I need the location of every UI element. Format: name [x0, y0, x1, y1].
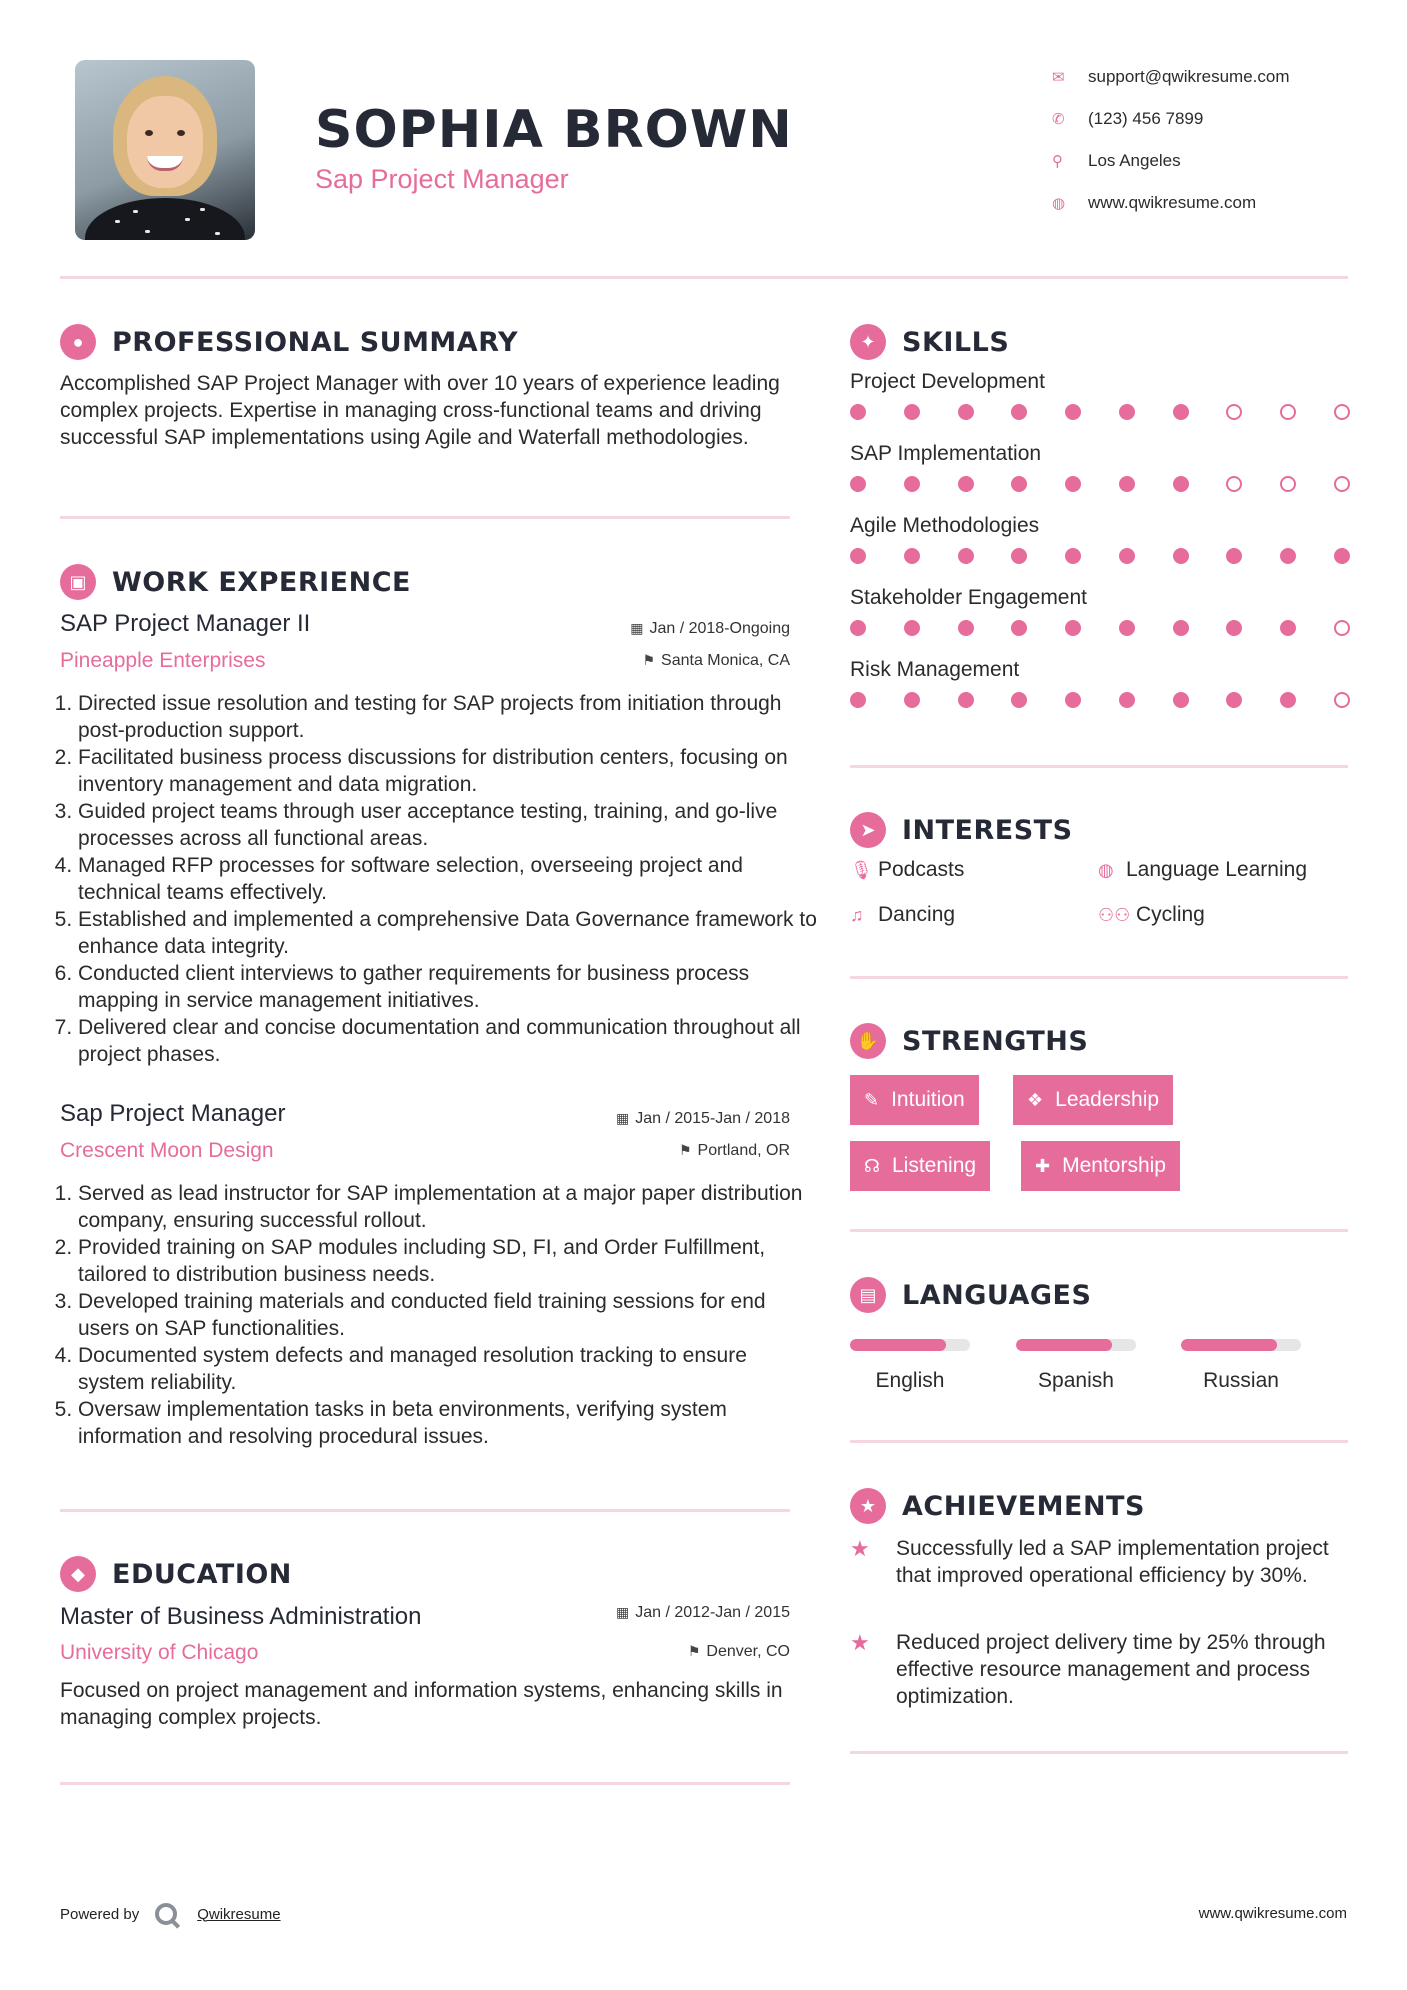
interest-label: Cycling [1136, 903, 1205, 926]
rating-dot-empty [1334, 404, 1350, 420]
list-item: 3. Developed training materials and conducted field training sessions for end users on SAP functionalities. [78, 1288, 818, 1342]
job-2-duties [60, 1180, 818, 1450]
interest-cycling [1098, 903, 1205, 927]
rating-dot-filled [904, 476, 920, 492]
rating-dot-filled [1065, 476, 1081, 492]
calendar-icon: ▦ [615, 1604, 630, 1620]
job-2-title: Sap Project Manager [60, 1100, 286, 1127]
language-level-bar [1181, 1339, 1301, 1351]
skill-name: Project Development [850, 370, 1045, 393]
rating-dot-empty [1226, 476, 1242, 492]
calendar-icon: ▦ [630, 620, 644, 636]
interest-language-learning [1098, 858, 1307, 882]
skill-rating [850, 620, 1350, 636]
star-icon: ★ [850, 1630, 870, 1655]
translate-icon: ▤ [850, 1277, 886, 1313]
language-spanish [1016, 1339, 1136, 1393]
rating-dot-filled [904, 692, 920, 708]
strength-mentorship [1021, 1141, 1180, 1191]
skill-item [850, 370, 1350, 420]
star-icon: ★ [850, 1536, 870, 1561]
job-1-dates [630, 620, 790, 638]
education-dates-text: Jan / 2012-Jan / 2015 [635, 1604, 790, 1621]
pushpin-icon: ⚑ [687, 1643, 701, 1659]
list-item: 5. Oversaw implementation tasks in beta environments, verifying system information and resolving procedural issues. [78, 1396, 818, 1450]
strength-label: Intuition [891, 1088, 965, 1111]
skill-item [850, 658, 1350, 708]
contact-location-text: Los Angeles [1088, 151, 1181, 170]
contact-list [1052, 56, 1290, 224]
languages-divider [850, 1440, 1348, 1443]
summary-title: PROFESSIONAL SUMMARY [112, 326, 519, 358]
job-1-company: Pineapple Enterprises [60, 649, 266, 672]
briefcase-icon: ▣ [60, 564, 96, 600]
skill-item [850, 514, 1350, 564]
achievements-divider [850, 1751, 1348, 1754]
interest-podcasts [850, 858, 964, 882]
rating-dot-filled [850, 476, 866, 492]
education-degree: Master of Business Administration [60, 1603, 422, 1630]
rating-dot-filled [1011, 692, 1027, 708]
skill-rating [850, 548, 1350, 564]
contact-email [1052, 56, 1290, 98]
rating-dot-filled [850, 692, 866, 708]
rating-dot-filled [1280, 548, 1296, 564]
strengths-divider [850, 1229, 1348, 1232]
candidate-role: Sap Project Manager [315, 164, 569, 194]
paper-plane-icon: ➤ [850, 812, 886, 848]
job-2-dates-text: Jan / 2015-Jan / 2018 [635, 1110, 790, 1127]
graduate-icon: ◆ [60, 1556, 96, 1592]
language-name: English [875, 1369, 945, 1392]
summary-heading [60, 324, 518, 360]
rating-dot-filled [1065, 620, 1081, 636]
skill-item [850, 586, 1350, 636]
rating-dot-filled [1173, 620, 1189, 636]
pushpin-icon: ⚑ [678, 1142, 692, 1158]
skill-rating [850, 404, 1350, 420]
list-item: 2. Provided training on SAP modules including SD, FI, and Order Fulfillment, tailored to distribution business needs. [78, 1234, 818, 1288]
rating-dot-filled [1011, 404, 1027, 420]
achievement-text: Successfully led a SAP implementation project that improved operational efficiency by 30%. [896, 1537, 1329, 1587]
skill-rating [850, 692, 1350, 708]
achievement-1 [850, 1535, 1348, 1589]
skills-list [850, 370, 1350, 708]
job-2-dates [616, 1110, 790, 1128]
interest-label: Dancing [878, 903, 956, 926]
rating-dot-filled [1011, 476, 1027, 492]
rating-dot-filled [904, 548, 920, 564]
rating-dot-filled [1011, 548, 1027, 564]
footer-powered-by [60, 1903, 281, 1925]
lightbulb-icon: ✦ [850, 324, 886, 360]
music-note-icon: ♫ [850, 904, 864, 925]
rating-dot-filled [1280, 692, 1296, 708]
rating-dot-filled [1173, 476, 1189, 492]
rating-dot-filled [1065, 692, 1081, 708]
rating-dot-filled [1226, 692, 1242, 708]
rating-dot-filled [904, 620, 920, 636]
languages-heading [850, 1277, 1091, 1313]
rating-dot-filled [1065, 404, 1081, 420]
contact-website [1052, 182, 1290, 224]
qwikresume-logo-icon [155, 1903, 177, 1925]
rating-dot-filled [850, 620, 866, 636]
powered-by-text: Powered by [60, 1905, 140, 1923]
rating-dot-filled [850, 404, 866, 420]
job-1-location [642, 652, 790, 670]
achievements-title: ACHIEVEMENTS [902, 1490, 1145, 1522]
strength-label: Leadership [1055, 1088, 1160, 1111]
star-badge-icon: ★ [850, 1488, 886, 1524]
bicycle-icon: ⚇⚇ [1098, 904, 1131, 925]
education-location [688, 1643, 790, 1661]
achievement-2 [850, 1629, 1348, 1710]
work-title: WORK EXPERIENCE [112, 566, 411, 598]
list-item: 1. Directed issue resolution and testing for SAP projects from initiation through post-production support. [78, 690, 818, 744]
interest-label: Podcasts [878, 858, 965, 881]
strength-label: Listening [892, 1154, 977, 1177]
hand-icon: ✋ [850, 1023, 886, 1059]
skills-divider [850, 765, 1348, 768]
rating-dot-filled [1119, 620, 1135, 636]
qwikresume-link[interactable]: Qwikresume [197, 1905, 281, 1923]
rating-dot-filled [1119, 404, 1135, 420]
list-item: 4. Documented system defects and managed resolution tracking to ensure system reliability. [78, 1342, 818, 1396]
location-pin-icon: ⚲ [1052, 153, 1063, 170]
user-icon: ● [60, 324, 96, 360]
work-heading [60, 564, 411, 600]
rating-dot-filled [958, 620, 974, 636]
skill-item [850, 442, 1350, 492]
mail-icon: ✉ [1052, 69, 1065, 86]
rating-dot-filled [958, 476, 974, 492]
interest-dancing [850, 903, 955, 927]
headphones-icon: ☊ [864, 1155, 880, 1176]
job-1-duties [60, 690, 818, 1068]
education-divider [60, 1782, 790, 1785]
skill-name: Agile Methodologies [850, 514, 1040, 537]
rating-dot-filled [1065, 548, 1081, 564]
rating-dot-filled [1173, 548, 1189, 564]
language-level-bar [850, 1339, 970, 1351]
rating-dot-empty [1280, 476, 1296, 492]
rating-dot-filled [850, 548, 866, 564]
job-2-location [679, 1142, 790, 1160]
rating-dot-empty [1226, 404, 1242, 420]
education-heading [60, 1556, 292, 1592]
contact-phone-text: (123) 456 7899 [1088, 109, 1204, 128]
rating-dot-filled [1011, 620, 1027, 636]
rating-dot-filled [1226, 620, 1242, 636]
rating-dot-filled [1226, 548, 1242, 564]
language-name: Russian [1203, 1369, 1279, 1392]
interests-divider [850, 976, 1348, 979]
skills-heading [850, 324, 1009, 360]
strengths-heading [850, 1023, 1088, 1059]
language-level-fill [850, 1339, 946, 1351]
rating-dot-filled [1119, 692, 1135, 708]
header-divider [60, 276, 1348, 279]
group-icon: ❖ [1027, 1089, 1044, 1110]
work-divider [60, 1509, 790, 1512]
globe-icon: ◍ [1052, 195, 1066, 212]
education-title: EDUCATION [112, 1558, 292, 1590]
rating-dot-empty [1280, 404, 1296, 420]
rating-dot-filled [958, 548, 974, 564]
candidate-name: SOPHIA BROWN [315, 100, 793, 160]
magic-wand-icon: ✎ [864, 1089, 880, 1110]
rating-dot-filled [1119, 548, 1135, 564]
education-school: University of Chicago [60, 1641, 259, 1664]
calendar-icon: ▦ [615, 1110, 630, 1126]
list-item: 7. Delivered clear and concise documentation and communication throughout all project phases. [78, 1014, 818, 1068]
job-1-dates-text: Jan / 2018-Ongoing [649, 620, 790, 637]
skills-title: SKILLS [902, 326, 1010, 358]
strengths-title: STRENGTHS [902, 1025, 1089, 1057]
rating-dot-filled [958, 692, 974, 708]
rating-dot-filled [1119, 476, 1135, 492]
languages-title: LANGUAGES [902, 1279, 1092, 1311]
achievement-text: Reduced project delivery time by 25% through effective resource management and process optimization. [896, 1631, 1326, 1708]
globe-icon: ◍ [1098, 859, 1114, 880]
rating-dot-filled [958, 404, 974, 420]
rating-dot-filled [1173, 404, 1189, 420]
language-russian [1181, 1339, 1301, 1393]
education-text: Focused on project management and information systems, enhancing skills in managing complex projects. [60, 1679, 783, 1729]
pushpin-icon: ⚑ [642, 652, 656, 668]
job-2-company: Crescent Moon Design [60, 1139, 274, 1162]
strength-label: Mentorship [1062, 1154, 1166, 1177]
skill-name: Stakeholder Engagement [850, 586, 1087, 609]
achievements-heading [850, 1488, 1145, 1524]
rating-dot-empty [1334, 692, 1350, 708]
language-level-bar [1016, 1339, 1136, 1351]
rating-dot-filled [1334, 548, 1350, 564]
list-item: 6. Conducted client interviews to gather requirements for business process mapping in service management initiatives. [78, 960, 818, 1014]
education-location-text: Denver, CO [706, 1643, 790, 1660]
job-1-location-text: Santa Monica, CA [661, 652, 790, 669]
rating-dot-empty [1334, 476, 1350, 492]
summary-text: Accomplished SAP Project Manager with over 10 years of experience leading complex projects. Expertise in managing cross-functional teams and driving successful SAP implementations using Agile and Waterfall methodologies. [60, 372, 780, 449]
summary-divider [60, 516, 790, 519]
phone-icon: ✆ [1052, 111, 1065, 128]
skill-name: SAP Implementation [850, 442, 1042, 465]
language-name: Spanish [1038, 1369, 1114, 1392]
interests-title: INTERESTS [902, 814, 1073, 846]
rating-dot-empty [1334, 620, 1350, 636]
strength-listening [850, 1141, 990, 1191]
rating-dot-filled [904, 404, 920, 420]
contact-email-text[interactable]: support@qwikresume.com [1088, 67, 1290, 86]
strength-intuition [850, 1075, 979, 1125]
user-plus-icon: ✚ [1035, 1155, 1051, 1176]
interests-heading [850, 812, 1073, 848]
contact-location [1052, 140, 1290, 182]
language-english [850, 1339, 970, 1393]
profile-photo [75, 60, 255, 240]
skill-name: Risk Management [850, 658, 1020, 681]
microphone-icon: 🎙 [850, 859, 873, 880]
job-1-title: SAP Project Manager II [60, 610, 311, 637]
language-level-fill [1181, 1339, 1277, 1351]
interest-label: Language Learning [1126, 858, 1308, 881]
strength-leadership [1013, 1075, 1173, 1125]
list-item: 1. Served as lead instructor for SAP implementation at a major paper distribution company, ensuring successful rollout. [78, 1180, 818, 1234]
list-item: 5. Established and implemented a comprehensive Data Governance framework to enhance data integrity. [78, 906, 818, 960]
list-item: 3. Guided project teams through user acceptance testing, training, and go-live processes across all functional areas. [78, 798, 818, 852]
language-level-fill [1016, 1339, 1112, 1351]
contact-phone [1052, 98, 1290, 140]
skill-rating [850, 476, 1350, 492]
footer-url[interactable]: www.qwikresume.com [1198, 1905, 1347, 1922]
education-dates [616, 1604, 790, 1622]
rating-dot-filled [1280, 620, 1296, 636]
rating-dot-filled [1173, 692, 1189, 708]
list-item: 2. Facilitated business process discussions for distribution centers, focusing on inventory management and data migration. [78, 744, 818, 798]
contact-website-text[interactable]: www.qwikresume.com [1088, 193, 1257, 212]
list-item: 4. Managed RFP processes for software selection, overseeing project and technical teams effectively. [78, 852, 818, 906]
job-2-location-text: Portland, OR [697, 1142, 790, 1159]
